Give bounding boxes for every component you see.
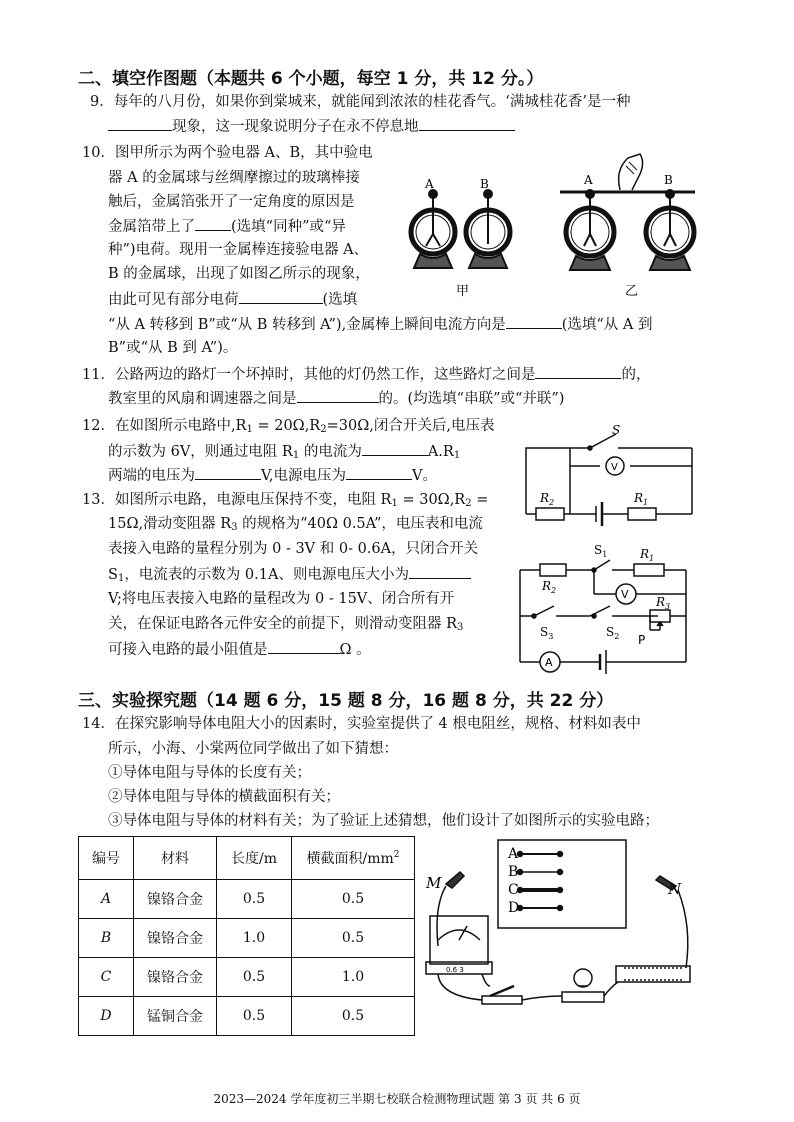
- q14-experiment-figure: [420, 836, 695, 1026]
- wire-label-c: C: [508, 882, 519, 898]
- q10-line-8: [108, 314, 652, 335]
- cell-length: 0.5: [217, 997, 292, 1036]
- q10-line-4: [108, 216, 346, 237]
- q12-line-2: [108, 441, 460, 466]
- q13-fig-s2-sub: 2: [614, 632, 620, 641]
- q10-blank-2[interactable]: [239, 289, 323, 304]
- q12-blank-1[interactable]: [362, 441, 428, 456]
- q13-blank-2[interactable]: [268, 639, 340, 654]
- q12-l1: 12．在如图所示电路中,R: [82, 418, 247, 434]
- caption-jia: 甲: [456, 284, 470, 299]
- fig-label-a: A: [425, 177, 434, 191]
- q13-l4a: S: [108, 567, 118, 583]
- q13-fig-s1: [594, 543, 607, 559]
- table-header-row: [79, 837, 415, 880]
- q10-line-6: B 的金属球，出现了如图乙所示的现象，: [108, 266, 370, 282]
- q13-l1-sub: 1: [391, 498, 398, 509]
- q9-blank-1[interactable]: [108, 116, 172, 131]
- q13-fig-r2-sub: 2: [551, 586, 557, 595]
- q10-line-4b: (选填“同种”或“异: [231, 219, 346, 235]
- th-area-text: 横截面积/mm: [306, 851, 394, 867]
- q13-line-6: [108, 614, 463, 638]
- q14-line-4: ②导体电阻与导体的横截面积有关；: [108, 789, 340, 805]
- q13-fig-s3-letter: S: [540, 625, 549, 639]
- q12-fig-r2-sub: 2: [549, 498, 555, 507]
- wire-label-d: D: [508, 900, 520, 916]
- table-row: [79, 997, 415, 1036]
- caption-yi: 乙: [625, 284, 639, 299]
- q13-line-4: [108, 564, 471, 589]
- q10-line-2: 器 A 的金属球与丝绸摩擦过的玻璃棒接: [108, 170, 360, 186]
- q12-l2-sub: 1: [292, 450, 300, 461]
- q12-l2b: 的电流为: [299, 444, 362, 460]
- ammeter-scale: 0.6 3: [446, 966, 464, 974]
- q12-l1-sub1: 1: [246, 424, 253, 435]
- cell-id: D: [79, 997, 134, 1036]
- q11-blank-2[interactable]: [297, 388, 379, 403]
- q13-fig-s3-sub: 3: [548, 632, 554, 641]
- q10-line-8b: (选填“从 A 到: [561, 317, 653, 333]
- q12-blank-2[interactable]: [195, 465, 261, 480]
- cell-id: B: [79, 919, 134, 958]
- q12-l2a: 的示数为 6V，则通过电阻 R: [108, 444, 293, 460]
- q13-fig-s2-letter: S: [606, 625, 615, 639]
- q13-l1c: =: [471, 492, 489, 508]
- fig-label-b2: B: [664, 173, 673, 187]
- q13-l1-sub2: 2: [465, 498, 472, 509]
- q12-l1-sub2: 2: [320, 424, 327, 435]
- q9-blank-2[interactable]: [419, 116, 515, 131]
- cell-material: 镍铬合金: [134, 958, 217, 997]
- q13-fig-s2: [606, 625, 619, 641]
- table-row: [79, 919, 415, 958]
- cell-material: 镍铬合金: [134, 880, 217, 919]
- q13-fig-s1-sub: 1: [602, 550, 608, 559]
- q12-blank-3[interactable]: [346, 465, 412, 480]
- q13-l7b: Ω 。: [339, 642, 371, 658]
- q11-line-1: [82, 364, 650, 385]
- q11-line-1b: 的，: [621, 367, 651, 383]
- q13-fig-a: A: [545, 656, 553, 669]
- q13-blank-1[interactable]: [409, 564, 471, 579]
- q10-line-5: 种”)电荷。现用一金属棒连接验电器 A、: [108, 242, 369, 258]
- q13-l7a: 可接入电路的最小阻值是: [108, 642, 268, 658]
- q13-fig-p: P: [638, 633, 646, 647]
- q12-l1b: = 20Ω,R: [252, 418, 321, 434]
- cell-area: 0.5: [292, 919, 415, 958]
- th-area: [292, 837, 415, 880]
- q10-blank-1[interactable]: [195, 216, 231, 231]
- q13-fig-s3: [540, 625, 553, 641]
- q13-l2: 15Ω,滑动变阻器 R: [108, 516, 232, 532]
- q11-line-2a: 教室里的风扇和调速器之间是: [108, 391, 297, 407]
- page-footer: 2023—2024 学年度初三半期七校联合检测物理试题 第 3 页 共 6 页: [213, 1092, 581, 1106]
- q13-line-1: [82, 490, 488, 514]
- clip-label-n: N: [668, 880, 682, 898]
- q13-fig-s1-letter: S: [594, 543, 603, 557]
- th-material: 材料: [134, 837, 217, 880]
- section-3-heading: 三、实验探究题（14 题 6 分，15 题 8 分，16 题 8 分，共 22 分）: [78, 691, 614, 711]
- q12-l2c: A.R: [427, 444, 454, 460]
- table-row: [79, 880, 415, 919]
- q10-line-8a: “从 A 转移到 B”或“从 B 转移到 A”),金属棒上瞬间电流方向是: [108, 317, 506, 333]
- cell-area: 0.5: [292, 997, 415, 1036]
- q11-line-1a: 11．公路两边的路灯一个坏掉时，其他的灯仍然工作，这些路灯之间是: [82, 367, 536, 383]
- q10-line-4a: 金属箔带上了: [108, 219, 195, 235]
- electroscope-a: [411, 190, 455, 268]
- cell-area: 0.5: [292, 880, 415, 919]
- q12-l3c: V。: [412, 468, 438, 484]
- q12-line-1: [82, 416, 494, 440]
- q13-fig-r2: [541, 579, 556, 595]
- q13-fig-r3-letter: R: [656, 595, 666, 609]
- fig-label-a2: A: [584, 173, 593, 187]
- q10-line-3: 触后，金属箔张开了一定角度的原因是: [108, 194, 355, 210]
- q12-circuit-figure: [520, 420, 700, 530]
- q11-line-2b: 的。(均选填“串联”或“并联”): [378, 391, 565, 407]
- electroscope-b: [466, 190, 510, 268]
- q12-fig-s: S: [612, 423, 621, 437]
- q13-fig-r1-sub: 1: [649, 554, 655, 563]
- q12-fig-r1-letter: R: [634, 491, 644, 505]
- q12-fig-r1-sub: 1: [643, 498, 649, 507]
- q9-line-2: [108, 116, 515, 137]
- q14-line-2: 所示，小海、小棠两位同学做出了如下猜想：: [108, 741, 398, 757]
- q11-line-2: [108, 388, 564, 409]
- table-row: [79, 958, 415, 997]
- q13-l2-sub: 3: [231, 522, 238, 533]
- q10-line-1: 10．图甲所示为两个验电器 A、B，其中验电: [82, 145, 373, 161]
- q12-l3a: 两端的电压为: [108, 468, 195, 484]
- q12-line-3: [108, 465, 437, 486]
- cell-length: 1.0: [217, 919, 292, 958]
- q13-line-7: [108, 639, 371, 660]
- q13-l4b: ，电流表的示数为 0.1A、则电源电压大小为: [124, 567, 409, 583]
- q13-fig-r1: [639, 547, 654, 563]
- electroscope-pair-connected: [560, 154, 695, 270]
- q13-circuit-figure: [510, 540, 695, 675]
- q12-fig-r2-letter: R: [540, 491, 550, 505]
- q13-fig-v: V: [621, 588, 629, 601]
- q13-l4-sub: 1: [117, 573, 125, 584]
- q12-fig-v: V: [611, 462, 618, 473]
- wire-label-a: A: [508, 846, 519, 862]
- q13-fig-r1-letter: R: [640, 547, 650, 561]
- q9-line-2-text: 现象，这一现象说明分子在永不停息地: [172, 119, 419, 135]
- q10-blank-3[interactable]: [506, 314, 562, 329]
- q12-fig-r2: [539, 491, 554, 507]
- q13-l2b: 的规格为“40Ω 0.5A”，电压表和电流: [237, 516, 483, 532]
- q10-line-7b: (选填: [322, 292, 358, 308]
- q13-l6: 关，在保证电路各元件安全的前提下，则滑动变阻器 R: [108, 616, 458, 632]
- q12-fig-r1: [633, 491, 648, 507]
- resistance-wire-table: [78, 836, 415, 1036]
- q14-line-3: ①导体电阻与导体的长度有关；: [108, 765, 311, 781]
- q13-l6-sub: 3: [457, 622, 464, 633]
- q10-line-9: B”或“从 B 到 A”)。: [108, 340, 238, 356]
- th-area-sup: 2: [393, 850, 400, 860]
- q14-line-1: 14．在探究影响导体电阻大小的因素时，实验室提供了 4 根电阻丝，规格、材料如表中: [82, 716, 641, 732]
- cell-id: C: [79, 958, 134, 997]
- th-id: 编号: [79, 837, 134, 880]
- cell-id: A: [79, 880, 134, 919]
- q12-l1c: =30Ω,闭合开关后,电压表: [326, 418, 495, 434]
- cell-length: 0.5: [217, 958, 292, 997]
- q13-fig-r3-sub: 3: [665, 602, 671, 611]
- q14-line-5: ③导体电阻与导体的材料有关；为了验证上述猜想，他们设计了如图所示的实验电路；: [108, 813, 659, 829]
- section-2-heading: 二、填空作图题（本题共 6 个小题，每空 1 分，共 12 分。）: [78, 69, 544, 89]
- q10-line-7: [108, 289, 357, 310]
- q12-l2-sub2: 1: [453, 450, 461, 461]
- cell-length: 0.5: [217, 880, 292, 919]
- q13-fig-r3: [655, 595, 670, 611]
- cell-material: 锰铜合金: [134, 997, 217, 1036]
- q13-l1b: = 30Ω,R: [397, 492, 466, 508]
- q12-l3b: V,电源电压为: [261, 468, 347, 484]
- cell-material: 镍铬合金: [134, 919, 217, 958]
- q13-line-2: [108, 514, 483, 538]
- fig-label-b: B: [480, 177, 489, 191]
- q13-line-5: V;将电压表接入电路的量程改为 0 - 15V、闭合所有开: [108, 591, 455, 607]
- cell-area: 1.0: [292, 958, 415, 997]
- q13-line-3: 表接入电路的量程分别为 0 - 3V 和 0- 0.6A，只闭合开关: [108, 541, 479, 557]
- clip-label-m: M: [426, 874, 442, 892]
- q11-blank-1[interactable]: [535, 364, 621, 379]
- q9-line-1: 9．每年的八月份，如果你到棠城来，就能闻到浓浓的桂花香气。‘满城桂花香’是一种: [90, 94, 631, 110]
- q10-line-7a: 由此可见有部分电荷: [108, 292, 239, 308]
- wire-label-b: B: [508, 864, 519, 880]
- q13-l1: 13．如图所示电路，电源电压保持不变，电阻 R: [82, 492, 392, 508]
- th-length: 长度/m: [217, 837, 292, 880]
- q10-electroscope-figure: [400, 150, 695, 310]
- q13-fig-r2-letter: R: [542, 579, 552, 593]
